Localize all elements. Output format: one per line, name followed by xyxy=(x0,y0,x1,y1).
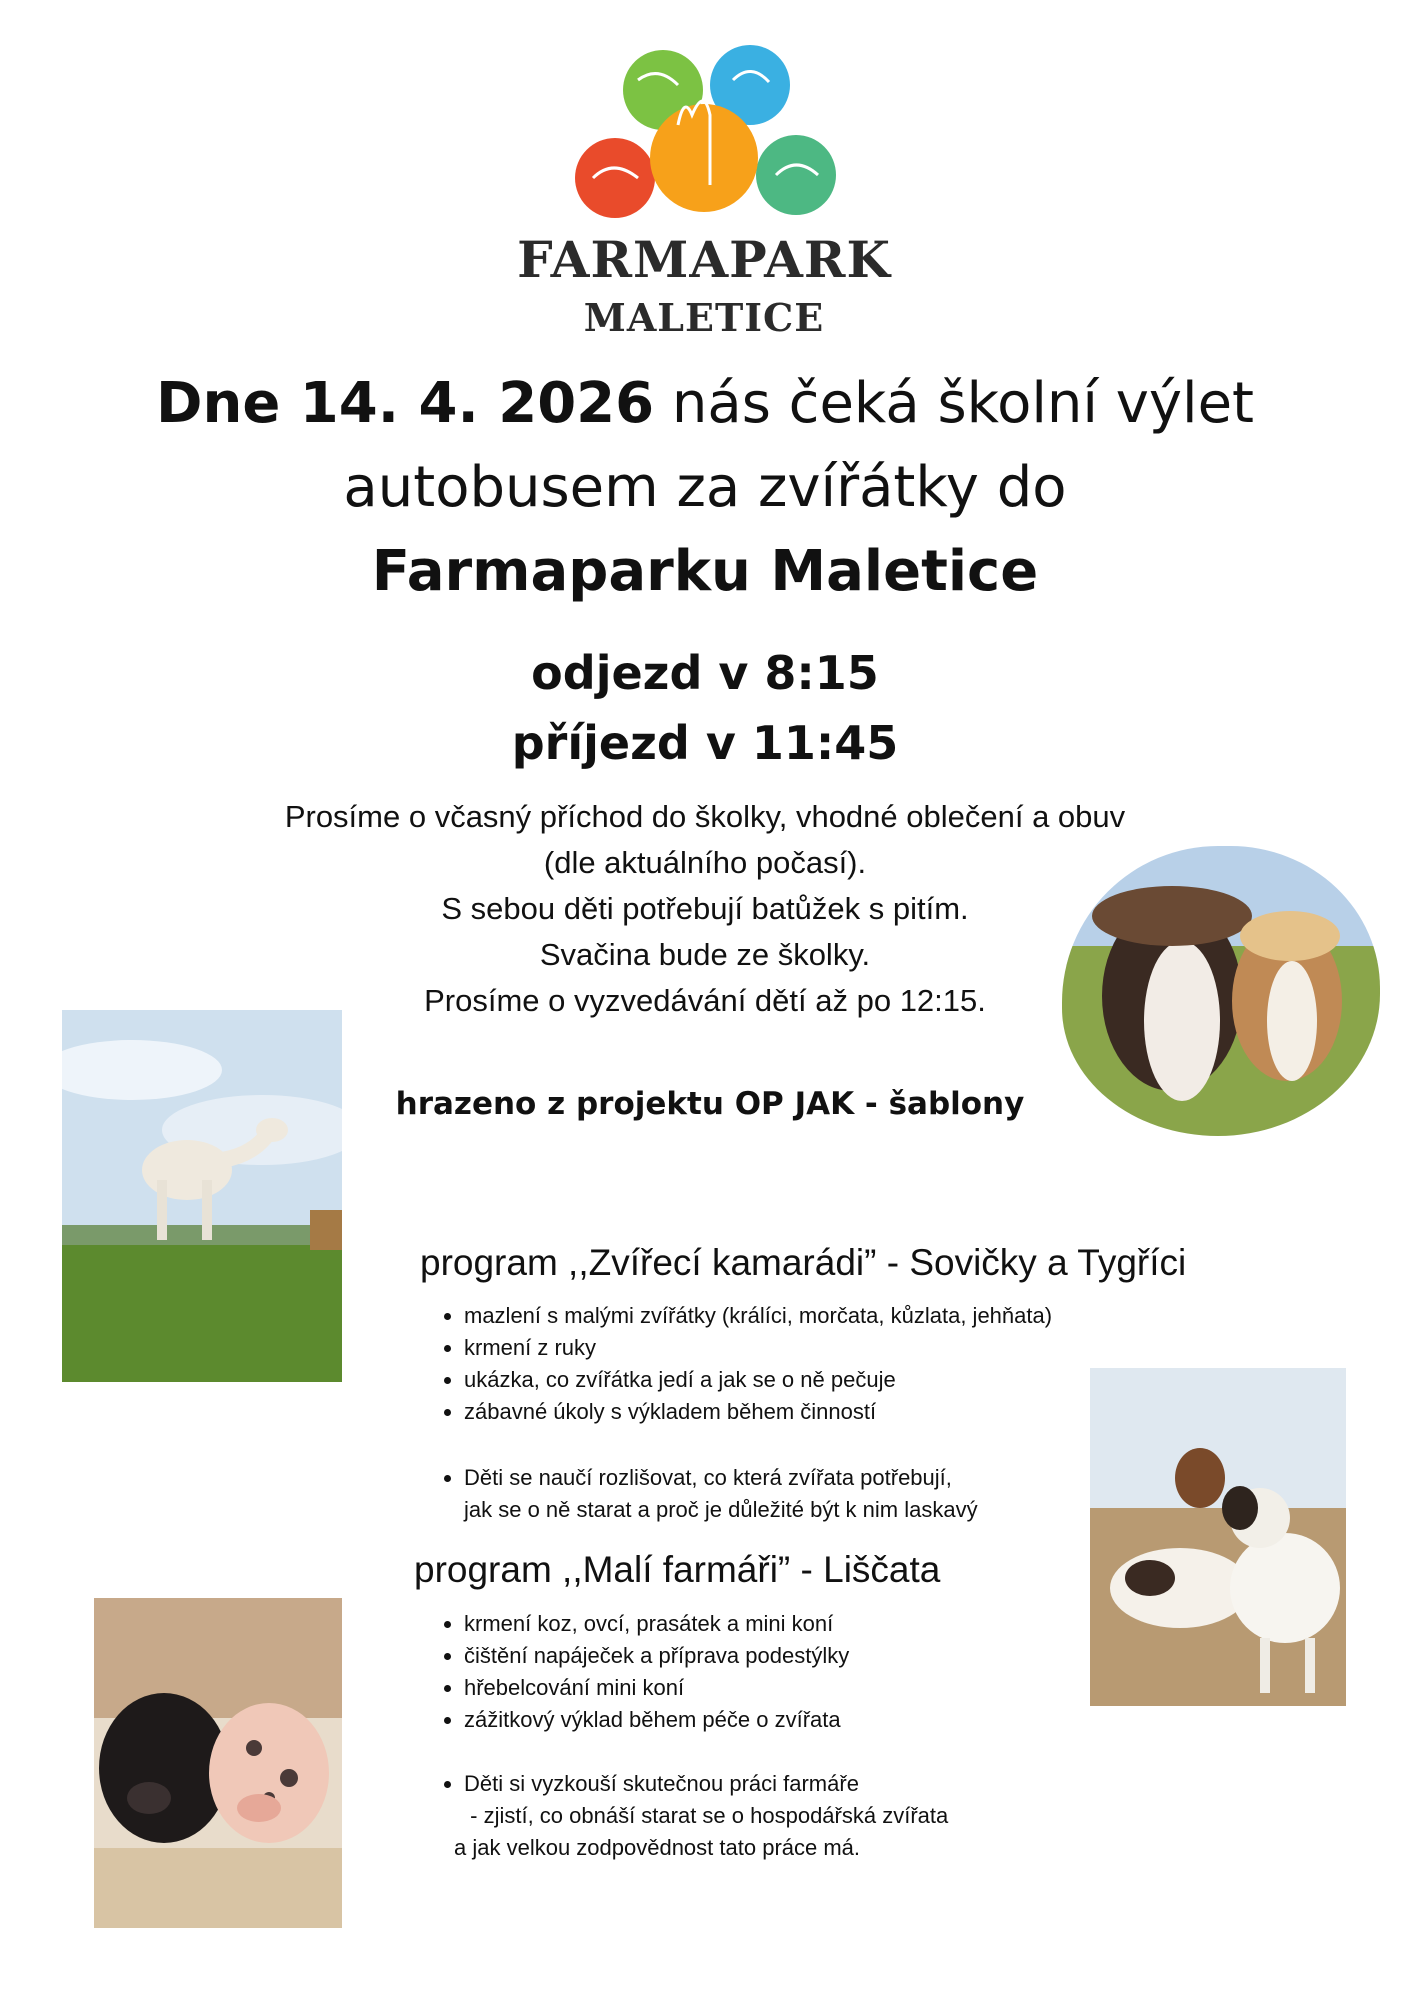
ponies-photo xyxy=(1062,846,1380,1136)
program-2-note xyxy=(420,1768,1164,1832)
headline-line-3: Farmaparku Maletice xyxy=(371,539,1039,604)
list-item: • zážitkový výklad během péče o zvířata xyxy=(464,1704,1164,1736)
list-item: • hřebelcování mini koní xyxy=(464,1672,1164,1704)
headline xyxy=(70,362,1340,614)
farmapark-logo xyxy=(478,40,930,350)
program-1-list xyxy=(420,1300,1184,1428)
list-item: • ukázka, co zvířátka jedí a jak se o ně pečuje xyxy=(464,1364,1184,1396)
headline-line-2: autobusem za zvířátky do xyxy=(343,455,1067,520)
alpaca-photo xyxy=(62,1010,342,1382)
info-line: Prosíme o včasný příchod do školky, vhodné oblečení a obuv xyxy=(284,799,1126,834)
note-line: jak se o ně starat a proč je důležité být k nim laskavý xyxy=(464,1497,978,1522)
note-line: Děti si vyzkouší skutečnou práci farmáře xyxy=(464,1771,859,1796)
piglets-photo xyxy=(94,1598,342,1928)
info-line: (dle aktuálního počasí). xyxy=(543,845,867,880)
list-item: • mazlení s malými zvířátky (králíci, morčata, kůzlata, jehňata) xyxy=(464,1300,1184,1332)
trip-date: Dne 14. 4. 2026 xyxy=(155,371,655,436)
note-line: - zjistí, co obnáší starat se o hospodářská zvířata xyxy=(470,1803,949,1828)
note-line: a jak velkou zodpovědnost tato práce má. xyxy=(454,1835,861,1860)
headline-line-1: Dne 14. 4. 2026 nás čeká školní výlet xyxy=(155,371,1255,436)
animal-blobs-logo-graphic xyxy=(478,40,930,230)
program-1-note xyxy=(420,1462,1184,1526)
departure-time: odjezd v 8:15 xyxy=(531,646,879,700)
list-item: • krmení z ruky xyxy=(464,1332,1184,1364)
info-line: Svačina bude ze školky. xyxy=(539,937,871,972)
funding-note: hrazeno z projektu OP JAK - šablony xyxy=(395,1086,1025,1122)
arrival-time: příjezd v 11:45 xyxy=(511,716,899,770)
program-2-title: program ,,Malí farmáři” - Liščata xyxy=(414,1549,941,1590)
logo-title: FARMAPARK xyxy=(517,230,891,289)
list-item: • zábavné úkoly s výkladem během činností xyxy=(464,1396,1184,1428)
program-1-title: program ,,Zvířecí kamarádi” - Sovičky a Tygříci xyxy=(420,1242,1187,1283)
trip-times xyxy=(70,638,1340,778)
program-2-list xyxy=(420,1608,1164,1736)
list-item: • čištění napáječek a příprava podestýlky xyxy=(464,1640,1164,1672)
info-line: S sebou děti potřebují batůžek s pitím. xyxy=(441,891,969,926)
info-line: Prosíme o vyzvedávání dětí až po 12:15. xyxy=(424,983,986,1018)
note-line: Děti se naučí rozlišovat, co která zvířata potřebují, xyxy=(464,1465,952,1490)
logo-subtitle: MALETICE xyxy=(583,295,825,340)
list-item: • krmení koz, ovcí, prasátek a mini koní xyxy=(464,1608,1164,1640)
